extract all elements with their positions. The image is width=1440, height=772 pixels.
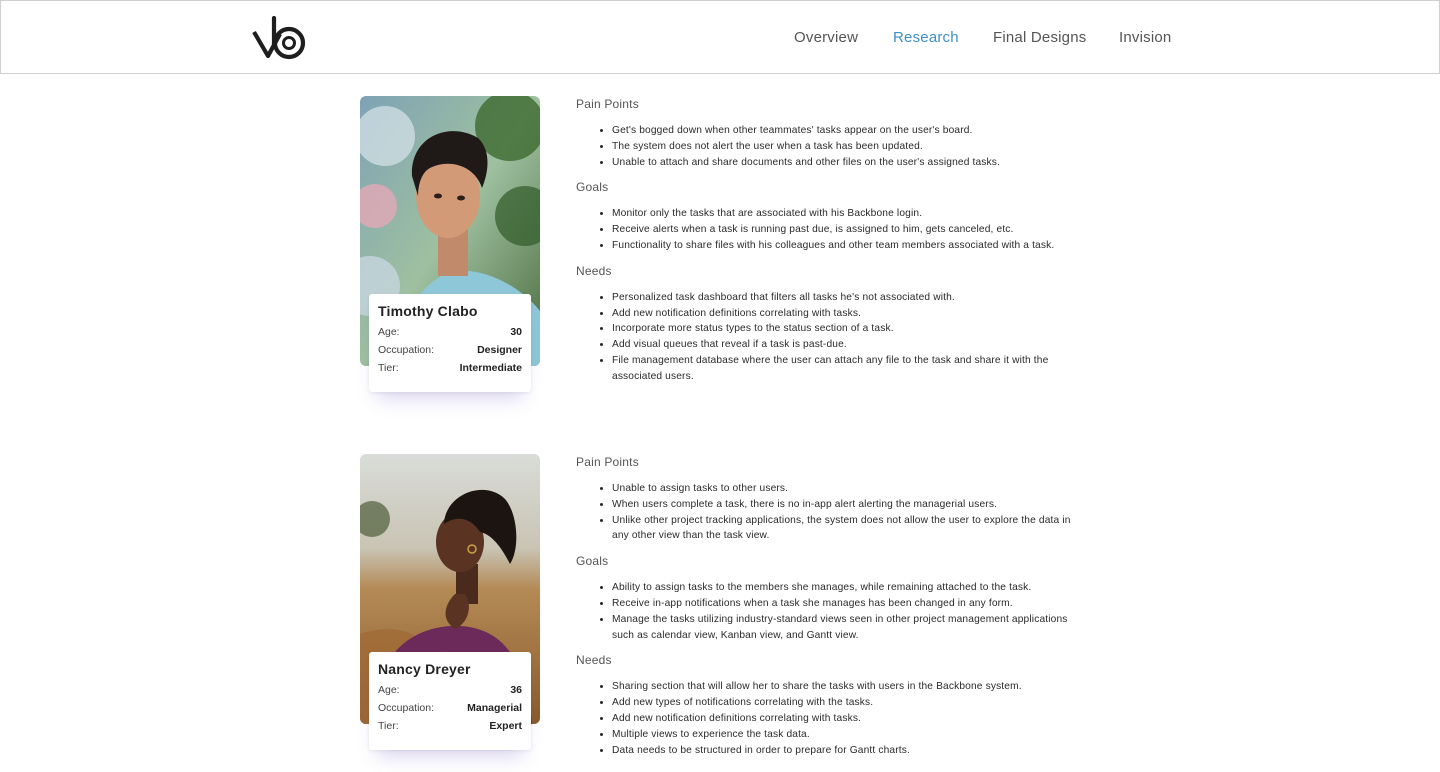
persona-name: Nancy Dreyer [378, 661, 471, 677]
persona-card-nancy [369, 652, 531, 750]
list-item: • Manage the tasks utilizing industry-standard views seen in other project management applications such as calendar view, Kanban view, and Gantt view. [612, 612, 1086, 644]
list-item: • Get's bogged down when other teammates' tasks appear on the user's board. [612, 123, 1086, 139]
tier-value: Intermediate [459, 362, 522, 374]
nav-link-overview[interactable]: Overview [794, 29, 859, 46]
tier-value: Expert [489, 720, 522, 732]
section-title-needs: Needs [576, 263, 612, 278]
needs-list [576, 290, 1086, 385]
nav-link-research[interactable]: Research [893, 29, 959, 46]
nav-link-invision[interactable]: Invision [1119, 29, 1172, 46]
age-label: Age: [378, 684, 400, 696]
occupation-label: Occupation: [378, 344, 435, 356]
persona-occupation-row [378, 699, 522, 717]
pain-points-list [576, 123, 1086, 170]
needs-list [576, 679, 1086, 758]
list-item: • Incorporate more status types to the status section of a task. [612, 321, 1086, 337]
age-value: 30 [510, 326, 522, 338]
list-item: • Unlike other project tracking applications, the system does not allow the user to explore the data in any other view than the task view. [612, 513, 1086, 545]
list-item: • Add new notification definitions correlating with tasks. [612, 711, 1086, 727]
nav-link-final-designs[interactable]: Final Designs [993, 29, 1087, 46]
list-item: • Monitor only the tasks that are associated with his Backbone login. [612, 206, 1086, 222]
list-item: • Add new types of notifications correlating with the tasks. [612, 695, 1086, 711]
list-item: • Personalized task dashboard that filters all tasks he's not associated with. [612, 290, 1086, 306]
list-item: • Data needs to be structured in order to prepare for Gantt charts. [612, 743, 1086, 759]
persona-details-nancy [576, 454, 1086, 767]
occupation-value: Managerial [467, 702, 522, 714]
section-title-goals: Goals [576, 180, 609, 195]
section-title-needs: Needs [576, 653, 612, 668]
section-title-pain-points: Pain Points [576, 455, 639, 469]
goals-list [576, 206, 1086, 253]
list-item: • Ability to assign tasks to the members she manages, while remaining attached to the task. [612, 580, 1086, 596]
list-item: • The system does not alert the user when a task has been updated. [612, 139, 1086, 155]
list-item: • Receive in-app notifications when a task she manages has been changed in any form. [612, 596, 1086, 612]
section-title-goals: Goals [576, 554, 609, 569]
section-title-pain-points: Pain Points [576, 97, 639, 111]
persona-tier-row [378, 359, 522, 377]
list-item: • Sharing section that will allow her to share the tasks with users in the Backbone system. [612, 679, 1086, 695]
persona-age-row [378, 681, 522, 699]
persona-age-row [378, 323, 522, 341]
list-item: • Unable to assign tasks to other users. [612, 481, 1086, 497]
list-item: • Add new notification definitions correlating with tasks. [612, 306, 1086, 322]
top-navigation-bar [0, 0, 1440, 74]
list-item: • Unable to attach and share documents and other files on the user's assigned tasks. [612, 155, 1086, 171]
list-item: • Multiple views to experience the task data. [612, 727, 1086, 743]
vb-logo-icon[interactable] [252, 16, 308, 60]
persona-occupation-row [378, 341, 522, 359]
persona-details-timothy [576, 96, 1086, 394]
persona-name: Timothy Clabo [378, 303, 478, 319]
list-item: • When users complete a task, there is no in-app alert alerting the managerial users. [612, 497, 1086, 513]
occupation-label: Occupation: [378, 702, 435, 714]
persona-tier-row [378, 717, 522, 735]
pain-points-list [576, 481, 1086, 544]
tier-label: Tier: [378, 720, 399, 732]
tier-label: Tier: [378, 362, 399, 374]
goals-list [576, 580, 1086, 643]
list-item: • Receive alerts when a task is running past due, is assigned to him, gets canceled, etc. [612, 222, 1086, 238]
age-value: 36 [510, 684, 522, 696]
occupation-value: Designer [477, 344, 522, 356]
list-item: • Functionality to share files with his colleagues and other team members associated with a task. [612, 238, 1086, 254]
persona-card-timothy [369, 294, 531, 392]
list-item: • File management database where the user can attach any file to the task and share it with the associated users. [612, 353, 1086, 385]
age-label: Age: [378, 326, 400, 338]
list-item: • Add visual queues that reveal if a task is past-due. [612, 337, 1086, 353]
